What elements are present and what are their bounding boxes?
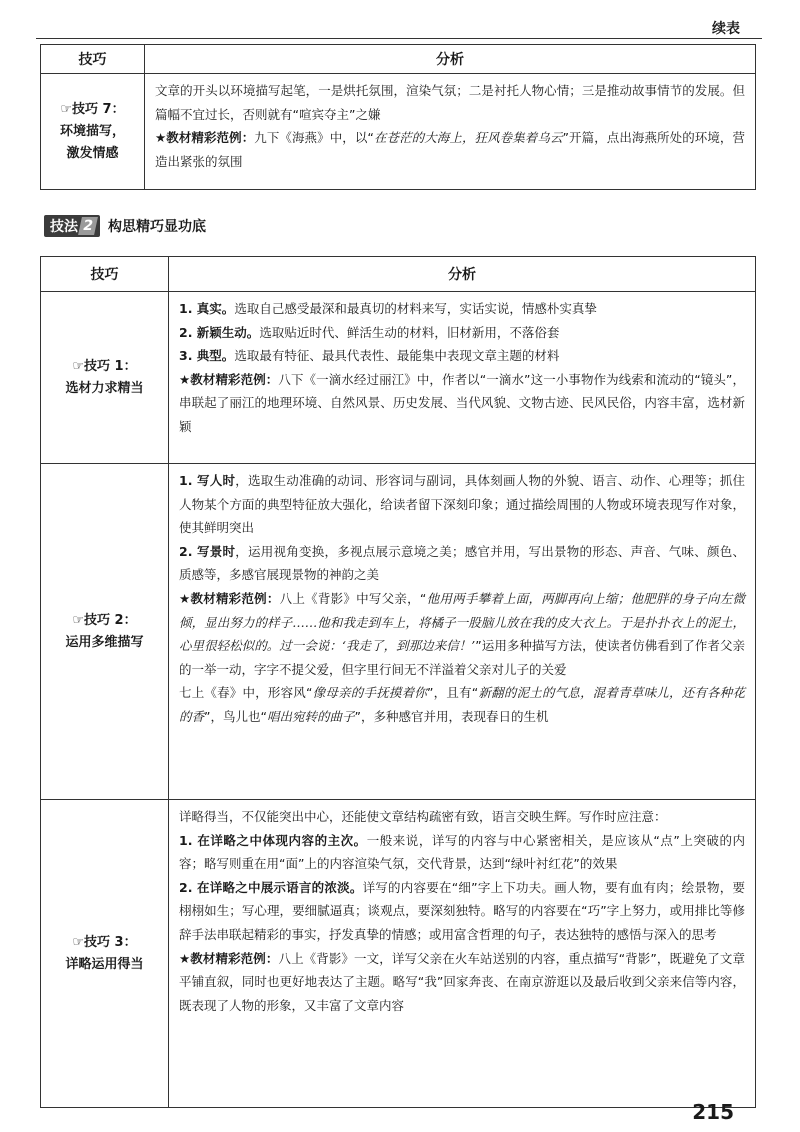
technique-cell [41, 292, 169, 464]
analysis-item [179, 321, 745, 345]
header-technique: 技巧 [41, 257, 169, 292]
example-quote: 在苍茫的大海上，狂风卷集着乌云 [373, 130, 563, 146]
example-quote: 他用两手攀着上面，两脚再向上缩；他肥胖的身子向左微倾，显出努力的样子……他和我走到车上，将橘子一股脑儿放在我的皮大衣上。于是扑扑衣上的泥土，心里很轻松似的。过一会说：‘我走了，到那边来信！’ [179, 590, 745, 654]
header-analysis: 分析 [169, 257, 756, 292]
table-header-row [41, 257, 756, 292]
section-tag [44, 215, 100, 237]
example2-quote-1: 像母亲的手抚摸着你 [312, 685, 427, 701]
table-row [41, 292, 756, 464]
header-analysis: 分析 [145, 45, 756, 74]
section-number: 2 [78, 217, 98, 235]
continued-table [40, 44, 756, 190]
table-row [41, 74, 756, 190]
example-paragraph-2 [179, 681, 745, 728]
item-heading: 2. 在详略之中展示语言的浓淡。 [179, 879, 363, 895]
example-post: ”运用多种描写方法，使读者仿佛看到了作者父亲的一举一动，字字不提父爱，但字里行间无不洋溢着父亲对儿子的关爱 [179, 638, 745, 677]
item-text: 选取最有特征、最具代表性、最能集中表现文章主题的材料 [234, 348, 560, 364]
example-label: ★教材精彩范例： [179, 950, 279, 966]
example2-mid-2: ”，鸟儿也“ [204, 708, 267, 724]
technique-title-line2: 激发情感 [66, 145, 119, 161]
technique-title-line1: 环境描写， [59, 123, 125, 139]
section-title: 构思精巧显功底 [108, 219, 206, 235]
item-text: 选取贴近时代、鲜活生动的材料，旧材新用，不落俗套 [259, 324, 560, 340]
page-number: 215 [692, 1100, 734, 1124]
example2-quote-2: 新翻的泥土的气息，混着青草味儿，还有各种花的香 [179, 685, 745, 724]
technique-title: 详略运用得当 [65, 956, 144, 972]
technique-hand-label: ☞技巧 2： [72, 612, 137, 628]
analysis-item [179, 876, 745, 947]
example-pre: 八上《背影》中写父亲，“ [279, 590, 427, 606]
technique-cell [41, 800, 169, 1108]
continued-label: 续表 [712, 21, 740, 37]
analysis-item [179, 469, 745, 540]
item-text: ，选取生动准确的动词、形容词与副词，具体刻画人物的外貌、语言、动作、心理等；抓住人物某个方面的典型特征放大强化，给读者留下深刻印象；通过描绘周围的人物或环境表现写作对象，使其鲜明突出 [179, 473, 745, 536]
item-heading: 1. 真实。 [179, 301, 235, 316]
item-text: 详写的内容要在“细”字上下功夫。画人物，要有血有肉；绘景物，要栩栩如生；写心理，要细腻逼真；谈观点，要深刻独特。略写的内容要在“巧”字上努力，或用排比等修辞手法串联起精彩的事实，抒发真挚的情感；或用富含哲理的句子，表达独特的感悟与深入的思考 [179, 879, 745, 942]
table-row [41, 800, 756, 1108]
example-paragraph [179, 947, 745, 1018]
analysis-item [179, 344, 745, 368]
item-heading: 2. 写景时 [179, 543, 236, 559]
example-label: ★教材精彩范例： [155, 130, 255, 146]
technique-cell [41, 74, 145, 190]
analysis-item [179, 829, 745, 876]
item-text: 选取自己感受最深和最真切的材料来写，实话实说，情感朴实真挚 [234, 301, 597, 316]
technique-title: 运用多维描写 [65, 634, 144, 650]
item-heading: 1. 在详略之中体现内容的主次。 [179, 832, 367, 848]
example2-quote-3: 唱出宛转的曲子 [266, 708, 355, 724]
technique-hand-label: ☞技巧 7： [60, 101, 125, 117]
example-paragraph [179, 368, 745, 439]
technique-hand-label: ☞技巧 3： [72, 934, 137, 950]
table-header-row [41, 45, 756, 74]
example2-post: ”，多种感官并用，表现春日的生机 [354, 708, 549, 724]
example-text: 八下《一滴水经过丽江》中，作者以“一滴水”这一小事物作为线索和流动的“镜头”，串联起了丽江的地理环境、自然风景、历史发展、当代风貌、文物古迹、民风民俗，内容丰富，选材新颖 [179, 371, 745, 434]
item-text: 一般来说，详写的内容与中心紧密相关，是应该从“点”上突破的内容；略写则重在用“面”上的内容渲染气氛，交代背景，达到“绿叶衬红花”的效果 [179, 832, 745, 872]
analysis-item [179, 540, 745, 587]
example2-mid: ”，且有“ [427, 685, 479, 701]
item-heading: 2. 新颖生动。 [179, 324, 260, 340]
analysis-cell [145, 74, 756, 190]
example-label: ★教材精彩范例： [179, 590, 280, 606]
example2-pre: 七上《春》中，形容风“ [179, 685, 313, 701]
analysis-paragraph: 文章的开头以环境描写起笔，一是烘托氛围，渲染气氛；二是衬托人物心情；三是推动故事情节的发展。但篇幅不宜过长，否则就有“喧宾夺主”之嫌 [155, 83, 745, 122]
section-tag-text: 技法 [50, 219, 78, 235]
technique-title: 选材力求精当 [65, 380, 144, 396]
analysis-cell [169, 292, 756, 464]
top-rule [36, 38, 762, 39]
technique-hand-label: ☞技巧 1： [72, 358, 137, 374]
item-heading: 3. 典型。 [179, 348, 235, 364]
example-label: ★教材精彩范例： [179, 371, 279, 387]
analysis-item [179, 297, 745, 321]
example-paragraph [155, 126, 745, 173]
header-technique: 技巧 [41, 45, 145, 74]
table-row [41, 464, 756, 800]
section-heading [44, 214, 206, 238]
example-post: ”开篇，点出海燕所处的环境，营造出紧张的氛围 [155, 130, 745, 169]
technique-cell [41, 464, 169, 800]
analysis-intro: 详略得当，不仅能突出中心，还能使文章结构疏密有致，语言交映生辉。写作时应注意： [179, 809, 667, 824]
analysis-cell [169, 800, 756, 1108]
example-pre: 九下《海燕》中，以“ [254, 130, 374, 146]
technique-table [40, 256, 756, 1108]
analysis-cell [169, 464, 756, 800]
item-heading: 1. 写人时 [179, 473, 236, 488]
example-text: 八上《背影》一文，详写父亲在火车站送别的内容，重点描写“背影”，既避免了文章平铺直叙，同时也更好地表达了主题。略写“我”回家奔丧、在南京游逛以及最后收到父亲来信等内容，既表现了人物的形象，又丰富了文章内容 [179, 950, 745, 1013]
example-paragraph [179, 587, 745, 681]
item-text: ，运用视角变换，多视点展示意境之美；感官并用，写出景物的形态、声音、气味、颜色、质感等，多感官展现景物的神韵之美 [179, 543, 745, 583]
